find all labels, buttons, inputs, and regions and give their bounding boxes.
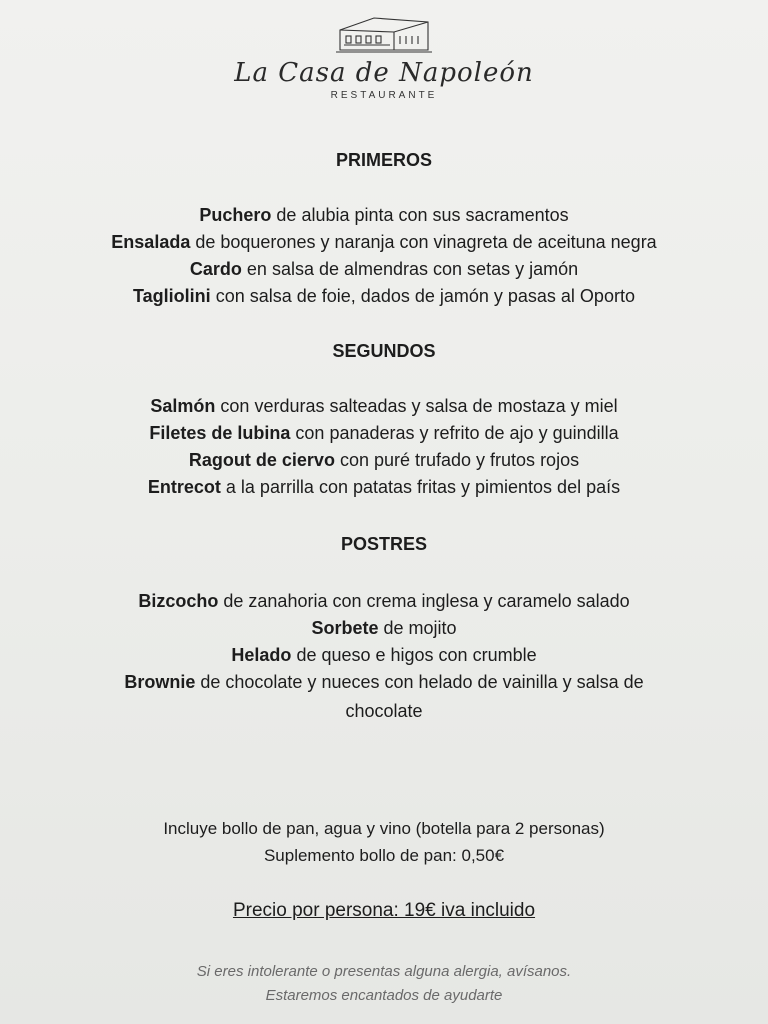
dish-description: con puré trufado y frutos rojos (339, 450, 580, 470)
dish-name: Filetes de lubina (149, 423, 291, 443)
list-item (0, 588, 768, 615)
dish-description: de queso e higos con crumble (296, 645, 537, 665)
list-item (0, 420, 768, 447)
price-text: Precio por persona: 19€ iva incluido (232, 900, 536, 921)
dish-name: Salmón (150, 396, 216, 416)
dish-description: con verduras salteadas y salsa de mostaza y miel (220, 396, 618, 416)
list-item (0, 256, 768, 283)
dish-description: de boquerones y naranja con vinagreta de aceituna negra (195, 232, 657, 252)
restaurant-logo (0, 14, 768, 101)
allergy-note-line2: Estaremos encantados de ayudarte (265, 987, 503, 1004)
list-item (0, 202, 768, 229)
dish-name: Ragout de ciervo (188, 450, 335, 470)
list-item (0, 283, 768, 310)
dish-name: Entrecot (147, 477, 221, 497)
restaurant-subtitle: RESTAURANTE (330, 90, 438, 101)
dish-name: Brownie (124, 672, 196, 692)
list-item (0, 642, 768, 669)
dish-description: de zanahoria con crema inglesa y caramelo salado (223, 591, 630, 611)
dish-name: Puchero (199, 205, 272, 225)
price-line (0, 900, 768, 922)
dish-description: de alubia pinta con sus sacramentos (276, 205, 569, 225)
section-postres (0, 534, 768, 725)
section-title: POSTRES (340, 534, 428, 554)
section-segundos (0, 341, 768, 501)
dish-name: Helado (231, 645, 292, 665)
list-item (0, 447, 768, 474)
dish-description: en salsa de almendras con setas y jamón (246, 259, 579, 279)
section-title: PRIMEROS (335, 150, 432, 170)
list-item (0, 615, 768, 642)
dish-description: de chocolate y nueces con helado de vainilla y salsa de (200, 672, 644, 692)
building-logo-icon (334, 14, 434, 56)
dish-description: con salsa de foie, dados de jamón y pasas al Oporto (215, 286, 635, 306)
dish-name: Bizcocho (138, 591, 219, 611)
restaurant-name: La Casa de Napoleón (234, 58, 534, 88)
list-item (0, 474, 768, 501)
list-item (0, 669, 768, 696)
dish-description: a la parrilla con patatas fritas y pimientos del país (225, 477, 621, 497)
section-title: SEGUNDOS (332, 341, 436, 361)
supplement-text: Suplemento bollo de pan: 0,50€ (263, 846, 505, 865)
dish-name: Tagliolini (133, 286, 211, 306)
dish-description-continued: chocolate (345, 701, 423, 721)
dish-name: Sorbete (311, 618, 379, 638)
allergy-note-line1: Si eres intolerante o presentas alguna alergia, avísanos. (196, 963, 572, 980)
dish-name: Ensalada (111, 232, 191, 252)
dish-name: Cardo (189, 259, 242, 279)
includes-text: Incluye bollo de pan, agua y vino (botella para 2 personas) (163, 819, 605, 838)
dish-description: con panaderas y refrito de ajo y guindilla (295, 423, 619, 443)
dish-description: de mojito (383, 618, 457, 638)
section-primeros (0, 150, 768, 310)
list-item (0, 229, 768, 256)
allergy-note (0, 960, 768, 1008)
list-item (0, 393, 768, 420)
footer-info (0, 815, 768, 869)
